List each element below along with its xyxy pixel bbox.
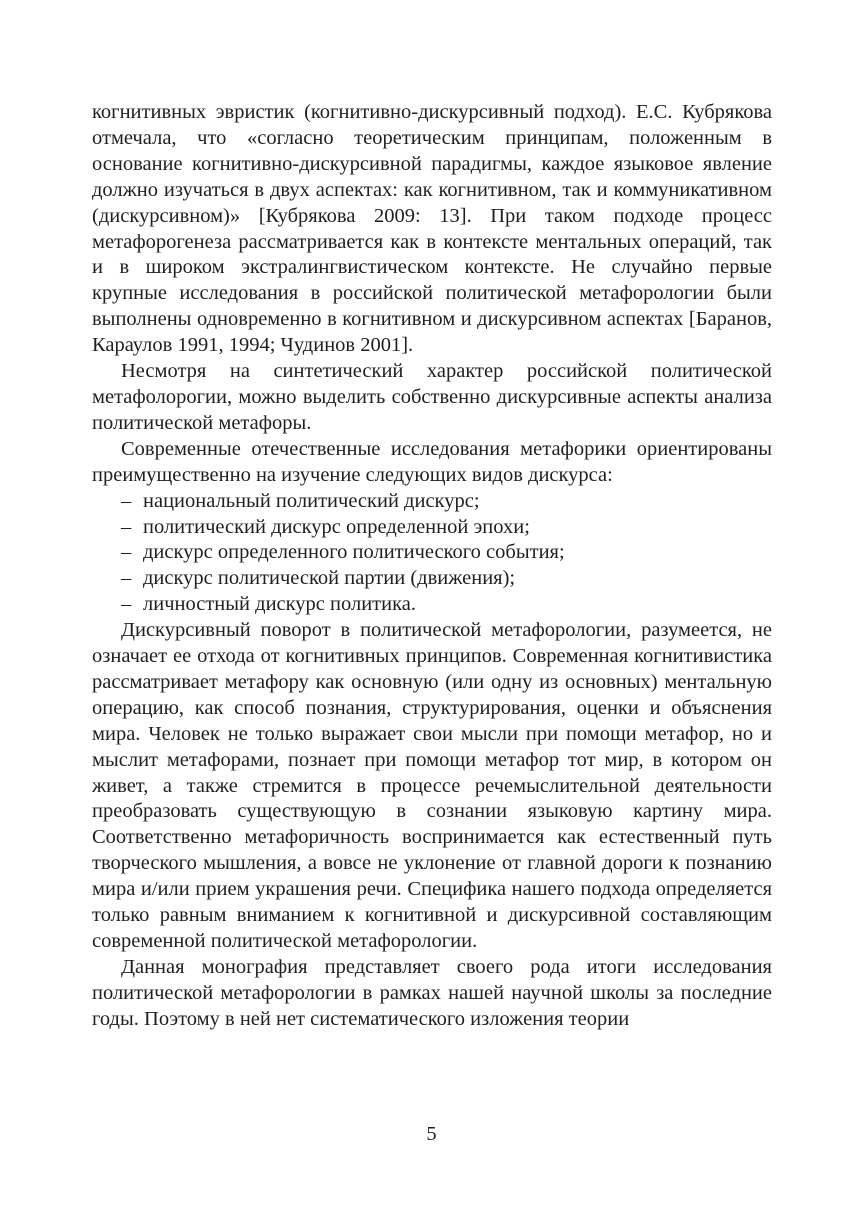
paragraph-4: Дискурсивный поворот в политической метафорологии, разумеется, не означает ее отхода от когнитивных принципов. Современная когнитивистика рассматривает метафору как основную (или одну из основных) ментальную операцию, как способ познания, структурирования, оценки и объяснения мира. Человек не только выражает свои мысли при помощи метафор, но и мыслит метафорами, познает при помощи метафор тот мир, в котором он живет, а также стремится в процессе речемыслительной деятельности преобразовать существующую в сознании языковую картину мира. Соответственно метафоричность воспринимается как естественный путь творческого мышления, а вовсе не уклонение от главной дороги к познанию мира и/или прием украшения речи. Специфика нашего подхода определяется только равным вниманием к когнитивной и дискурсивной составляющим современной политической метафорологии. <box>92 619 772 952</box>
list-dash: – <box>121 593 132 616</box>
list-dash: – <box>121 515 132 538</box>
list-item <box>92 515 772 541</box>
list-item-text: личностный дискурс политика. <box>143 593 416 616</box>
list-item <box>92 592 772 618</box>
page-number: 5 <box>426 1123 437 1145</box>
list-item-text: национальный политический дискурс; <box>143 489 480 512</box>
list-item-text: дискурс определенного политического события; <box>143 541 565 564</box>
list-item-text: дискурс политической партии (движения); <box>143 567 516 590</box>
list-dash: – <box>121 489 132 512</box>
list-dash: – <box>121 567 132 590</box>
list-item <box>92 540 772 566</box>
list-item-text: политический дискурс определенной эпохи; <box>143 515 530 538</box>
page-body <box>92 100 772 1033</box>
discourse-types-list <box>92 489 772 619</box>
paragraph-3: Современные отечественные исследования метафорики ориентированы преимущественно на изучение следующих видов дискурса: <box>92 437 772 486</box>
list-item <box>92 566 772 592</box>
paragraph-1: когнитивных эвристик (когнитивно-дискурсивный подход). Е.С. Кубрякова отмечала, что «согласно теоретическим принципам, положенным в основание когнитивно-дискурсивной парадигмы, каждое языковое явление должно изучаться в двух аспектах: как когнитивном, так и коммуникативном (дискурсивном)» [Кубрякова 2009: 13]. При таком подходе процесс метафорогенеза рассматривается как в контексте ментальных операций, так и в широком экстралингвистическом контексте. Не случайно первые крупные исследования в российской политической метафорологии были выполнены одновременно в когнитивном и дискурсивном аспектах [Баранов, Караулов 1991, 1994; Чудинов 2001]. <box>92 101 772 357</box>
list-dash: – <box>121 541 132 564</box>
list-item <box>92 489 772 515</box>
paragraph-2: Несмотря на синтетический характер российской политической метафолорогии, можно выделить собственно дискурсивные аспекты анализа политической метафоры. <box>92 360 772 434</box>
paragraph-5: Данная монография представляет своего рода итоги исследования политической метафорологии в рамках нашей научной школы за последние годы. Поэтому в ней нет систематического изложения теории <box>92 955 772 1030</box>
